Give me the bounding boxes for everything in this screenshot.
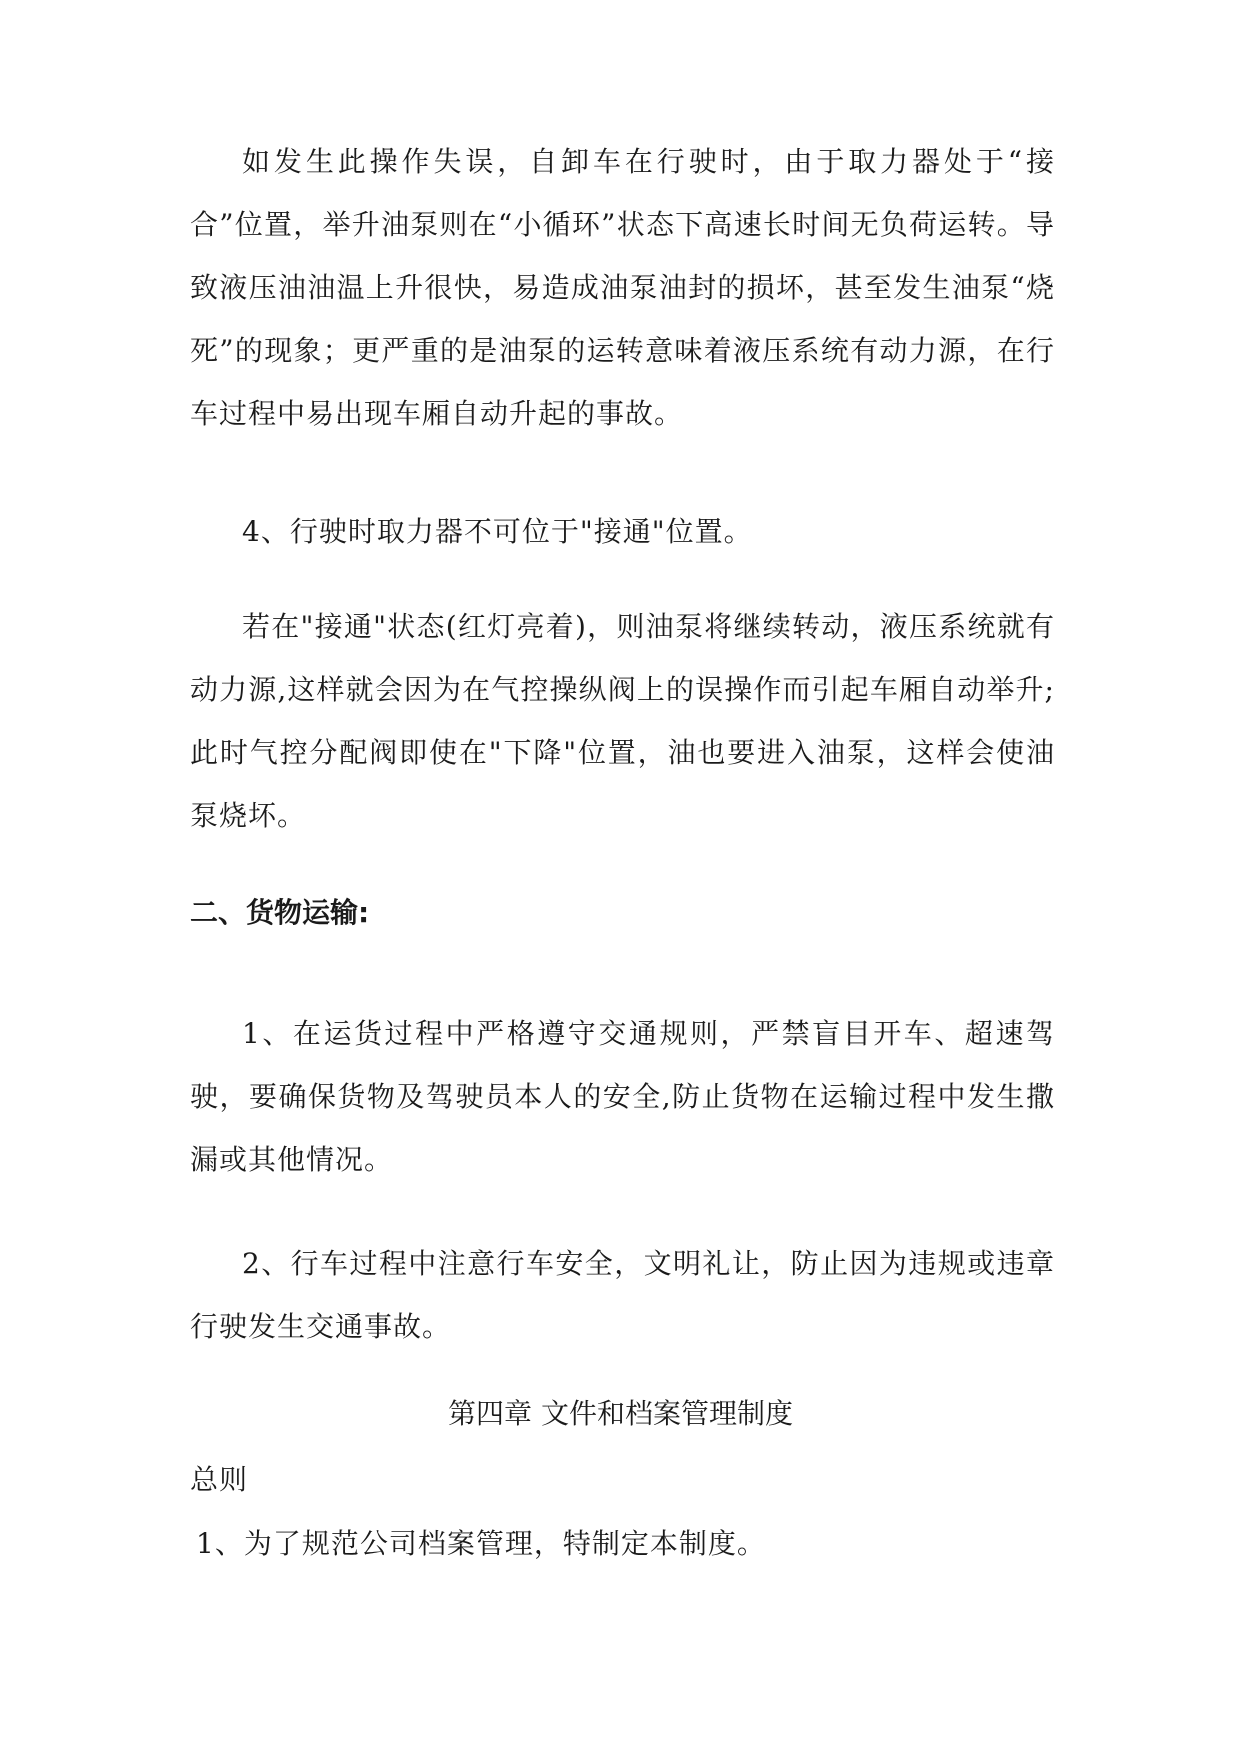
paragraph-connected-state: 若在"接通"状态(红灯亮着)，则油泵将继续转动，液压系统就有动力源,这样就会因为在气控操纵阀上的误操作而引起车厢自动举升;此时气控分配阀即使在"下降"位置，油也要进入油泵，这样会使油泵烧坏。: [190, 610, 1055, 832]
paragraph-cargo-item-2: 2、行车过程中注意行车安全，文明礼让，防止因为违规或违章行驶发生交通事故。: [190, 1247, 1055, 1343]
general-provisions-label: 总则: [190, 1463, 249, 1496]
general-item-1: 1、为了规范公司档案管理，特制定本制度。: [196, 1527, 766, 1560]
paragraph-item-4: 4、行驶时取力器不可位于"接通"位置。: [242, 515, 753, 548]
chapter-title: 第四章 文件和档案管理制度: [448, 1397, 793, 1430]
section-heading-cargo-transport: 二、货物运输:: [190, 896, 370, 929]
paragraph-operation-error: 如发生此操作失误，自卸车在行驶时，由于取力器处于“接合”位置，举升油泵则在“小循环”状态下高速长时间无负荷运转。导致液压油油温上升很快，易造成油泵油封的损坏，甚至发生油泵“烧死”的现象；更严重的是油泵的运转意味着液压系统有动力源，在行车过程中易出现车厢自动升起的事故。: [190, 145, 1055, 430]
paragraph-cargo-item-1: 1、在运货过程中严格遵守交通规则，严禁盲目开车、超速驾驶，要确保货物及驾驶员本人的安全,防止货物在运输过程中发生撒漏或其他情况。: [190, 1017, 1055, 1176]
